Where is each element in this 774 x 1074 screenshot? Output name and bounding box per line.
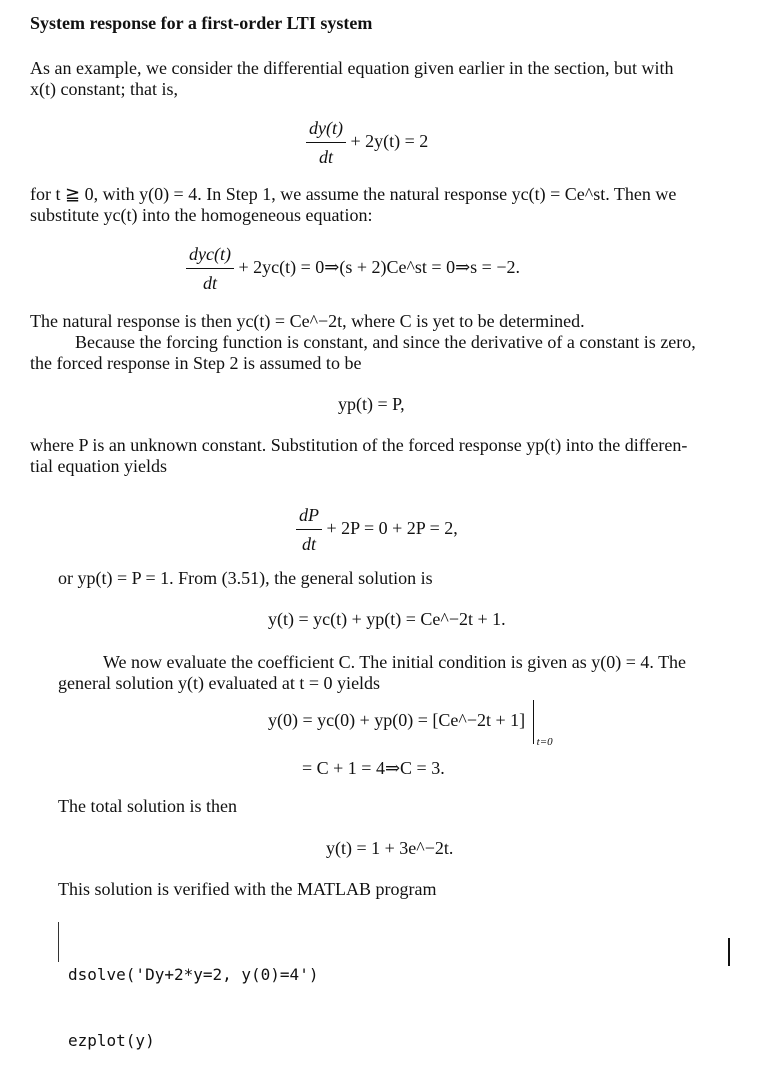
- paragraph-line: x(t) constant; that is,: [30, 79, 178, 99]
- section-title: System response for a first-order LTI system: [30, 13, 373, 33]
- fraction-denominator: dt: [296, 529, 322, 555]
- equation-3: yp(t) = P,: [338, 394, 405, 414]
- paragraph-line: The natural response is then yc(t) = Ce^−2t, where C is yet to be determined.: [30, 311, 585, 331]
- evaluation-point: t=0: [536, 736, 553, 748]
- equation-1: [306, 118, 428, 168]
- paragraph-line: tial equation yields: [30, 456, 167, 476]
- code-margin-bar: [58, 922, 59, 962]
- paragraph-line: general solution y(t) evaluated at t = 0 yields: [58, 673, 381, 693]
- equation-5: y(t) = yc(t) + yp(t) = Ce^−2t + 1.: [268, 609, 506, 629]
- paragraph-line: the forced response in Step 2 is assumed to be: [30, 353, 362, 373]
- paragraph-intro: [30, 58, 730, 100]
- fraction-denominator: dt: [306, 142, 346, 168]
- code-line: ezplot(y): [68, 1031, 155, 1050]
- paragraph-natural-response: [30, 184, 730, 226]
- fraction-numerator: dyc(t): [189, 244, 231, 264]
- fraction-numerator: dy(t): [309, 118, 343, 138]
- paragraph-line: where P is an unknown constant. Substitution of the forced response yp(t) into the differen-: [30, 435, 688, 455]
- equation-rhs: + 2P = 0 + 2P = 2,: [326, 518, 458, 539]
- equation-8: y(t) = 1 + 3e^−2t.: [326, 838, 454, 858]
- evaluation-bar: [533, 700, 553, 748]
- paragraph-general-solution: or yp(t) = P = 1. From (3.51), the general solution is: [58, 568, 433, 588]
- code-line: dsolve('Dy+2*y=2, y(0)=4'): [68, 965, 319, 984]
- paragraph-matlab: This solution is verified with the MATLAB program: [58, 879, 437, 899]
- paragraph-initial-condition: [58, 652, 728, 694]
- equation-rhs: + 2yc(t) = 0⇒(s + 2)Ce^st = 0⇒s = −2.: [238, 257, 520, 278]
- fraction: [296, 505, 322, 555]
- paragraph-forced-response: [30, 311, 730, 374]
- paragraph-line: for t ≧ 0, with y(0) = 4. In Step 1, we assume the natural response yc(t) = Ce^st. Then we: [30, 184, 677, 204]
- equation-rhs: + 2y(t) = 2: [350, 131, 429, 152]
- equation-body: y(0) = yc(0) + yp(0) = [Ce^−2t + 1]: [268, 710, 526, 731]
- fraction: [186, 244, 234, 294]
- matlab-code-block: [68, 920, 318, 1074]
- text-cursor: [728, 938, 730, 966]
- equation-4: [296, 505, 458, 555]
- equation-6: [268, 700, 553, 748]
- paragraph-line: We now evaluate the coefficient C. The initial condition is given as y(0) = 4. The: [103, 652, 687, 672]
- fraction-denominator: dt: [186, 268, 234, 294]
- paragraph-substitution: [30, 435, 730, 477]
- fraction: [306, 118, 346, 168]
- fraction-numerator: dP: [299, 505, 319, 525]
- paragraph-line: As an example, we consider the differential equation given earlier in the section, but with: [30, 58, 674, 78]
- equation-7: = C + 1 = 4⇒C = 3.: [302, 758, 445, 778]
- equation-2: [186, 244, 520, 294]
- paragraph-line: Because the forcing function is constant, and since the derivative of a constant is zero,: [75, 332, 696, 352]
- paragraph-line: substitute yc(t) into the homogeneous equation:: [30, 205, 373, 225]
- paragraph-total-solution: The total solution is then: [58, 796, 237, 816]
